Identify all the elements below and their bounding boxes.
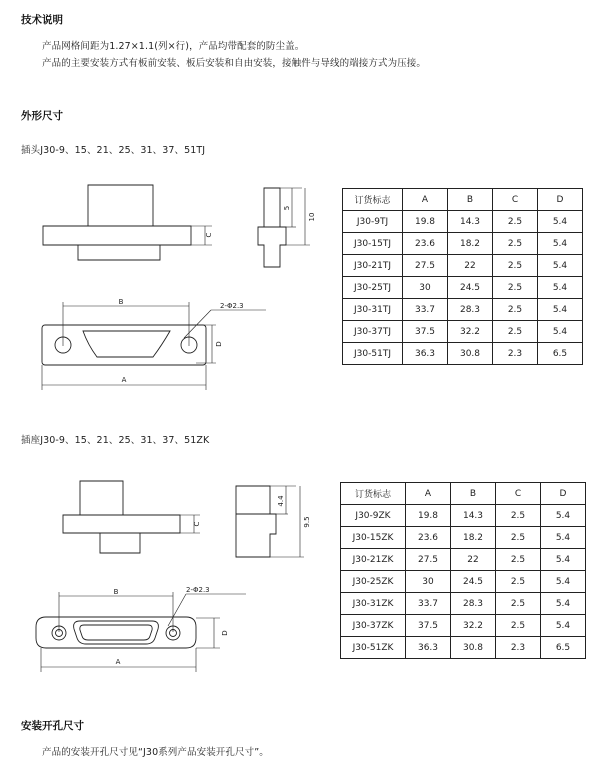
table-cell: 24.5 [448,277,493,299]
socket-dim-a: A [115,658,121,666]
table-cell: 5.4 [538,299,583,321]
plug-table-header: C [493,189,538,211]
table-cell: 27.5 [406,549,451,571]
table-cell: J30-15ZK [341,527,406,549]
plug-bottom-view-drawing [36,294,276,394]
plug-dim-c: C [205,232,213,238]
table-cell: J30-21TJ [343,255,403,277]
table-cell: 2.3 [493,343,538,365]
table-cell: J30-15TJ [343,233,403,255]
plug-dim-d: D [215,341,223,347]
outline-heading: 外形尺寸 [21,110,63,122]
plug-table-header: 订货标志 [343,189,403,211]
table-cell: 2.5 [496,527,541,549]
table-cell: 2.5 [493,255,538,277]
table-row [343,343,583,365]
table-cell: 5.4 [541,615,586,637]
table-cell: J30-37ZK [341,615,406,637]
table-cell: 5.4 [541,505,586,527]
tech-line-2: 产品的主要安装方式有板前安装、板后安装和自由安装，接触件与导线的端接方式为压接。 [42,58,427,69]
table-cell: 27.5 [403,255,448,277]
table-cell: 5.4 [538,255,583,277]
table-cell: 2.5 [493,233,538,255]
table-cell: 5.4 [541,527,586,549]
table-cell: 5.4 [538,211,583,233]
socket-front-view-drawing [60,478,210,558]
table-cell: 14.3 [451,505,496,527]
table-cell: 2.5 [496,615,541,637]
plug-hole-spec: 2-Φ2.3 [220,302,244,310]
plug-dim-a: A [121,376,127,384]
table-cell: 23.6 [403,233,448,255]
table-cell: 5.4 [538,321,583,343]
table-cell: J30-9TJ [343,211,403,233]
socket-side-view-drawing [230,482,315,564]
table-row [343,211,583,233]
table-row [343,321,583,343]
socket-hole-spec: 2-Φ2.3 [186,586,210,594]
table-cell: 2.5 [493,277,538,299]
table-cell: 18.2 [451,527,496,549]
table-cell: J30-21ZK [341,549,406,571]
table-cell: 30.8 [448,343,493,365]
table-row [343,255,583,277]
plug-front-view-drawing [40,182,220,264]
socket-dim-d: D [221,630,229,636]
socket-label: 插座J30-9、15、21、25、31、37、51ZK [21,435,210,446]
table-cell: 2.5 [493,321,538,343]
socket-table-header: D [541,483,586,505]
table-row [341,571,586,593]
table-cell: 2.5 [493,211,538,233]
table-cell: 28.3 [448,299,493,321]
socket-table-header: C [496,483,541,505]
table-cell: 30 [406,571,451,593]
table-row [341,549,586,571]
table-cell: 36.3 [403,343,448,365]
table-row [341,527,586,549]
plug-dim-b: B [118,298,124,306]
plug-table-header: B [448,189,493,211]
table-row [341,505,586,527]
table-cell: 19.8 [403,211,448,233]
socket-table-header: B [451,483,496,505]
plug-dim-5: 5 [283,205,291,211]
table-cell: 33.7 [406,593,451,615]
install-line-1: 产品的安装开孔尺寸见“J30系列产品安装开孔尺寸”。 [42,747,269,758]
table-row [341,615,586,637]
table-cell: 5.4 [541,549,586,571]
table-cell: 19.8 [406,505,451,527]
table-cell: 36.3 [406,637,451,659]
table-cell: 6.5 [538,343,583,365]
install-heading: 安装开孔尺寸 [21,720,84,732]
table-cell: 6.5 [541,637,586,659]
table-cell: 2.5 [496,593,541,615]
table-cell: 2.5 [493,299,538,321]
table-cell: 30.8 [451,637,496,659]
table-cell: 5.4 [538,233,583,255]
socket-table-header: A [406,483,451,505]
table-cell: 5.4 [541,593,586,615]
table-cell: J30-37TJ [343,321,403,343]
table-cell: J30-25ZK [341,571,406,593]
table-cell: 23.6 [406,527,451,549]
plug-label: 插头J30-9、15、21、25、31、37、51TJ [21,145,206,156]
table-cell: 22 [451,549,496,571]
socket-dim-c: C [193,521,201,527]
table-cell: 5.4 [541,571,586,593]
plug-side-view-drawing [250,182,325,272]
table-cell: 18.2 [448,233,493,255]
socket-dim-9-5: 9.5 [303,516,311,528]
table-cell: J30-51TJ [343,343,403,365]
socket-dim-4-4: 4.4 [277,495,285,507]
table-cell: 5.4 [538,277,583,299]
table-cell: J30-31ZK [341,593,406,615]
plug-dim-10: 10 [308,212,316,222]
socket-dim-b: B [113,588,119,596]
table-cell: 37.5 [406,615,451,637]
table-cell: 24.5 [451,571,496,593]
socket-bottom-view-drawing [36,582,266,682]
table-cell: 32.2 [451,615,496,637]
table-cell: 32.2 [448,321,493,343]
plug-spec-table [342,188,583,365]
table-row [343,277,583,299]
tech-line-1: 产品网格间距为1.27×1.1(列×行)，产品均带配套的防尘盖。 [42,41,305,52]
table-cell: 28.3 [451,593,496,615]
table-row [343,233,583,255]
table-cell: J30-9ZK [341,505,406,527]
socket-spec-table [340,482,586,659]
table-cell: 22 [448,255,493,277]
table-row [341,593,586,615]
table-row [341,637,586,659]
table-cell: 33.7 [403,299,448,321]
plug-table-header: A [403,189,448,211]
table-cell: J30-31TJ [343,299,403,321]
table-cell: 2.5 [496,505,541,527]
socket-table-header: 订货标志 [341,483,406,505]
tech-heading: 技术说明 [21,14,63,26]
table-cell: 30 [403,277,448,299]
table-cell: 37.5 [403,321,448,343]
table-cell: J30-51ZK [341,637,406,659]
table-row [343,299,583,321]
table-cell: J30-25TJ [343,277,403,299]
table-cell: 2.3 [496,637,541,659]
table-cell: 14.3 [448,211,493,233]
plug-table-header: D [538,189,583,211]
table-cell: 2.5 [496,571,541,593]
table-cell: 2.5 [496,549,541,571]
